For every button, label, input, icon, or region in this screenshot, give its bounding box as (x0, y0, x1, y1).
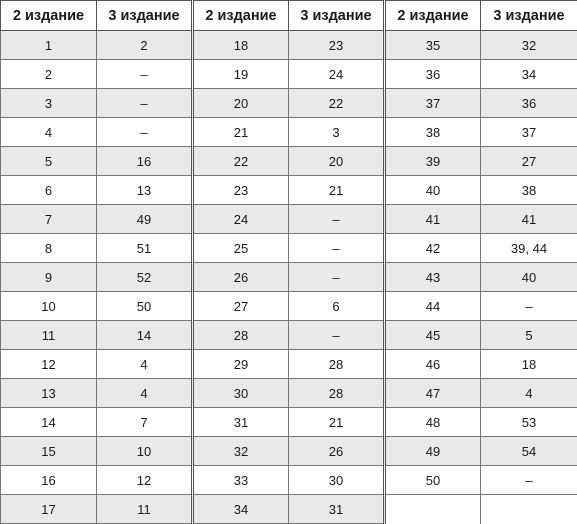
cell-3rd-edition: – (289, 234, 385, 263)
cell-2nd-edition: 24 (193, 205, 289, 234)
cell-3rd-edition: 11 (97, 495, 193, 524)
cell-3rd-edition: 30 (289, 466, 385, 495)
cell-3rd-edition: 40 (481, 263, 577, 292)
empty-cell (385, 495, 481, 524)
cell-3rd-edition: 2 (97, 31, 193, 60)
table-row (1, 176, 577, 205)
cell-3rd-edition: 21 (289, 408, 385, 437)
cell-2nd-edition: 37 (385, 89, 481, 118)
table-row (1, 234, 577, 263)
cell-2nd-edition: 35 (385, 31, 481, 60)
cell-3rd-edition: 14 (97, 321, 193, 350)
cell-3rd-edition: – (97, 89, 193, 118)
cell-2nd-edition: 41 (385, 205, 481, 234)
cell-2nd-edition: 47 (385, 379, 481, 408)
cell-2nd-edition: 15 (1, 437, 97, 466)
cell-2nd-edition: 1 (1, 31, 97, 60)
cell-3rd-edition: 52 (97, 263, 193, 292)
cell-3rd-edition: – (97, 60, 193, 89)
cell-2nd-edition: 49 (385, 437, 481, 466)
cell-3rd-edition: 4 (97, 379, 193, 408)
table-header (1, 1, 577, 31)
table-row (1, 495, 577, 524)
cell-3rd-edition: 21 (289, 176, 385, 205)
cell-2nd-edition: 39 (385, 147, 481, 176)
cell-3rd-edition: 28 (289, 350, 385, 379)
cell-2nd-edition: 36 (385, 60, 481, 89)
cell-2nd-edition: 2 (1, 60, 97, 89)
cell-3rd-edition: 22 (289, 89, 385, 118)
cell-3rd-edition: 36 (481, 89, 577, 118)
cell-3rd-edition: 39, 44 (481, 234, 577, 263)
cell-2nd-edition: 13 (1, 379, 97, 408)
cell-3rd-edition: – (289, 263, 385, 292)
cell-2nd-edition: 32 (193, 437, 289, 466)
cell-3rd-edition: 18 (481, 350, 577, 379)
cell-2nd-edition: 14 (1, 408, 97, 437)
cell-2nd-edition: 29 (193, 350, 289, 379)
cell-3rd-edition: 10 (97, 437, 193, 466)
cell-2nd-edition: 45 (385, 321, 481, 350)
cell-2nd-edition: 44 (385, 292, 481, 321)
cell-2nd-edition: 5 (1, 147, 97, 176)
cell-3rd-edition: 16 (97, 147, 193, 176)
header-cell-3rd-edition: 3 издание (97, 1, 193, 31)
cell-2nd-edition: 31 (193, 408, 289, 437)
cell-2nd-edition: 22 (193, 147, 289, 176)
cell-2nd-edition: 43 (385, 263, 481, 292)
cell-3rd-edition: 13 (97, 176, 193, 205)
cell-2nd-edition: 33 (193, 466, 289, 495)
cell-2nd-edition: 16 (1, 466, 97, 495)
cell-3rd-edition: 50 (97, 292, 193, 321)
cell-2nd-edition: 18 (193, 31, 289, 60)
table-row (1, 350, 577, 379)
table-row (1, 321, 577, 350)
cell-2nd-edition: 10 (1, 292, 97, 321)
cell-2nd-edition: 27 (193, 292, 289, 321)
table-body (1, 31, 577, 524)
cell-3rd-edition: 27 (481, 147, 577, 176)
table-row (1, 466, 577, 495)
table-row (1, 379, 577, 408)
cell-2nd-edition: 11 (1, 321, 97, 350)
cell-2nd-edition: 42 (385, 234, 481, 263)
cell-3rd-edition: 53 (481, 408, 577, 437)
cell-3rd-edition: 49 (97, 205, 193, 234)
cell-2nd-edition: 50 (385, 466, 481, 495)
cell-3rd-edition: 5 (481, 321, 577, 350)
table-row (1, 408, 577, 437)
cell-3rd-edition: 34 (481, 60, 577, 89)
cell-2nd-edition: 30 (193, 379, 289, 408)
cell-2nd-edition: 48 (385, 408, 481, 437)
header-cell-3rd-edition: 3 издание (289, 1, 385, 31)
cell-3rd-edition: 12 (97, 466, 193, 495)
cell-3rd-edition: 24 (289, 60, 385, 89)
table-row (1, 437, 577, 466)
cell-3rd-edition: 38 (481, 176, 577, 205)
cell-2nd-edition: 12 (1, 350, 97, 379)
table-row (1, 118, 577, 147)
cell-3rd-edition: – (97, 118, 193, 147)
cell-3rd-edition: 23 (289, 31, 385, 60)
cell-3rd-edition: – (481, 466, 577, 495)
cell-3rd-edition: 26 (289, 437, 385, 466)
cell-3rd-edition: 6 (289, 292, 385, 321)
header-row (1, 1, 577, 31)
empty-cell (481, 495, 577, 524)
cell-2nd-edition: 17 (1, 495, 97, 524)
cell-2nd-edition: 34 (193, 495, 289, 524)
cell-3rd-edition: – (289, 205, 385, 234)
table-row (1, 292, 577, 321)
cell-3rd-edition: 4 (97, 350, 193, 379)
cell-3rd-edition: 28 (289, 379, 385, 408)
header-cell-2nd-edition: 2 издание (193, 1, 289, 31)
cell-2nd-edition: 28 (193, 321, 289, 350)
cell-3rd-edition: 32 (481, 31, 577, 60)
cell-3rd-edition: 31 (289, 495, 385, 524)
table-row (1, 31, 577, 60)
cell-2nd-edition: 6 (1, 176, 97, 205)
header-cell-2nd-edition: 2 издание (1, 1, 97, 31)
cell-2nd-edition: 40 (385, 176, 481, 205)
cell-2nd-edition: 9 (1, 263, 97, 292)
cell-2nd-edition: 19 (193, 60, 289, 89)
cell-3rd-edition: – (481, 292, 577, 321)
cell-2nd-edition: 20 (193, 89, 289, 118)
table-row (1, 147, 577, 176)
cell-2nd-edition: 7 (1, 205, 97, 234)
header-cell-2nd-edition: 2 издание (385, 1, 481, 31)
table-row (1, 263, 577, 292)
cell-2nd-edition: 23 (193, 176, 289, 205)
cell-3rd-edition: 3 (289, 118, 385, 147)
cell-2nd-edition: 4 (1, 118, 97, 147)
cell-3rd-edition: 51 (97, 234, 193, 263)
cell-3rd-edition: 4 (481, 379, 577, 408)
header-cell-3rd-edition: 3 издание (481, 1, 577, 31)
cell-2nd-edition: 46 (385, 350, 481, 379)
cell-3rd-edition: 41 (481, 205, 577, 234)
cell-2nd-edition: 25 (193, 234, 289, 263)
cell-3rd-edition: – (289, 321, 385, 350)
cell-2nd-edition: 3 (1, 89, 97, 118)
cell-3rd-edition: 7 (97, 408, 193, 437)
cell-3rd-edition: 54 (481, 437, 577, 466)
cell-2nd-edition: 26 (193, 263, 289, 292)
table-row (1, 205, 577, 234)
table-row (1, 89, 577, 118)
cell-2nd-edition: 21 (193, 118, 289, 147)
cell-3rd-edition: 20 (289, 147, 385, 176)
cell-2nd-edition: 8 (1, 234, 97, 263)
cell-2nd-edition: 38 (385, 118, 481, 147)
table-row (1, 60, 577, 89)
cell-3rd-edition: 37 (481, 118, 577, 147)
